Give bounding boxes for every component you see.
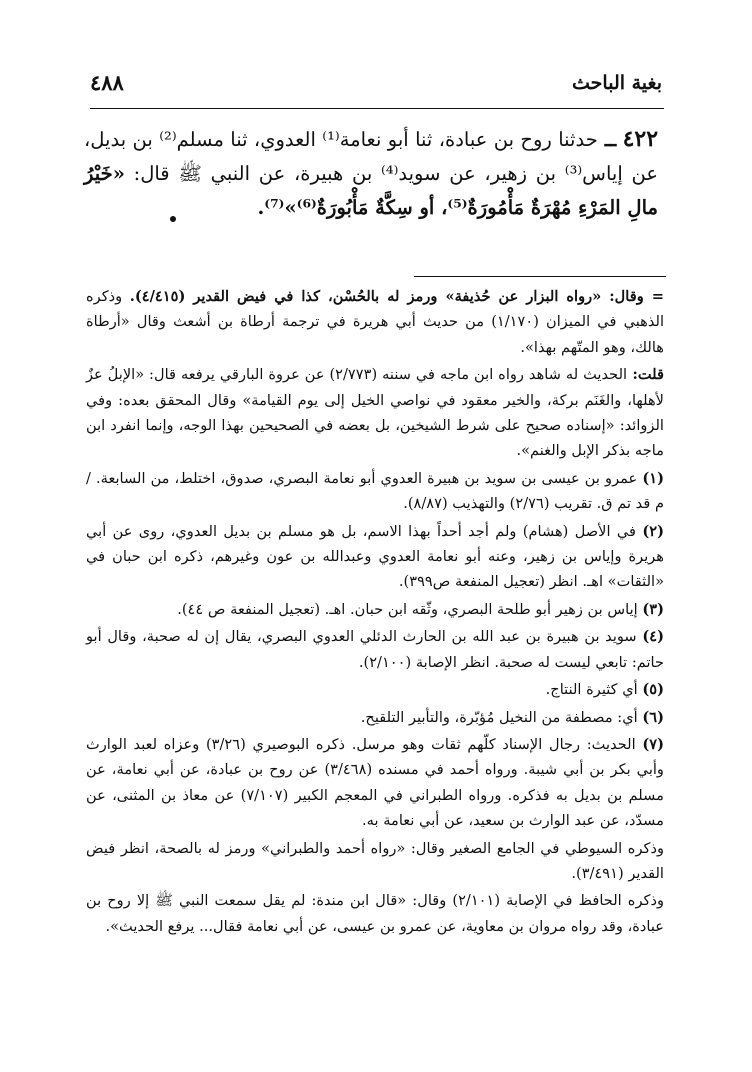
footnote-number: (١): [642, 469, 664, 487]
footnote-text: أي: مصطفة من النخيل مُؤبّرة، والتأبير التلقيح.: [360, 708, 643, 726]
footnote-2: [86, 519, 664, 595]
footnote-note: [86, 362, 664, 464]
footnote-5: [86, 677, 664, 702]
hadith-matn: «خَيْرُ مالِ المَرْءِ مُهْرَةٌ مَأْمُورَةٌ⁽⁵⁾، أو سِكَّةٌ مَأْبُورَةٌ⁽⁶⁾»⁽⁷⁾.: [84, 162, 658, 219]
footnote-text: أي كثيرة النتاج.: [545, 681, 643, 699]
footnote-continuation: [86, 284, 664, 360]
footnote-number: (٧): [642, 735, 664, 753]
hadith-number: ٤٢٢: [622, 126, 659, 152]
footnote-text: سويد بن هبيرة بن عبد الله بن الحارث الدئلي العدوي البصري، يقال إن له صحبة، وقال أبو حاتم: تابعي ليست له صحبة. انظر الإصابة (٢/١٠٠).: [86, 628, 664, 671]
running-head: [90, 68, 662, 108]
header-rule: [90, 108, 664, 109]
footnote-4: [86, 624, 664, 675]
hadith-isnad: حدثنا روح بن عبادة، ثنا أبو نعامة⁽¹⁾ العدوي، ثنا مسلم⁽²⁾ بن بديل، عن إياس⁽³⁾ بن زهير، عن سويد⁽⁴⁾ بن هبيرة، عن النبي ﷺ قال:: [84, 128, 658, 185]
hadith-dash: ــ: [597, 128, 617, 151]
footnote-text: عمرو بن عيسى بن سويد بن هبيرة العدوي أبو نعامة البصري، صدوق، اختلط، من السابعة. /م قد تم ق. تقريب (٢/٧٦) والتهذيب (٨/٨٧).: [86, 469, 664, 513]
footnote-6: [86, 705, 664, 730]
footnote-text: الحديث: رجال الإسناد كلّهم ثقات وهو مرسل. ذكره البوصيري (٣/٢٦) وعزاه لعبد الوارث وأبي بكر بن أبي شيبة. ورواه أحمد في مسنده (٣/٤٦٨) عن روح بن عبادة، عن أبي نعامة، عن مسلم بن بديل به فذكره. ورواه الطبراني في المعجم الكبير (٧/١٠٧) عن معاذ بن المثنى، عن مسدّد، عن عبد الوارث بن سعيد، عن أبي نعامة به.: [86, 735, 664, 830]
footnote-number: (٣): [642, 600, 664, 618]
footnote-text: إياس بن زهير أبو طلحة البصري، وثّقه ابن حبان. اهـ. (تعجيل المنفعة ص ٤٤).: [177, 600, 643, 618]
footnote-7-cont-hafiz: [86, 888, 664, 939]
footnote-rule: [414, 276, 666, 277]
footnote-number: (٥): [642, 681, 664, 699]
footnote-7: [86, 732, 664, 834]
margin-dot: [170, 216, 176, 222]
footnote-1: [86, 466, 664, 517]
footnote-text: في الأصل (هشام) ولم أجد أحداً بهذا الاسم، بل هو مسلم بن بديل العدوي، روى عن أبي هريرة وإياس بن زهير، وعنه أبو نعامة العدوي وعبدالله بن عون وغيرهم، ذكره ابن حبان في «الثقات» اهـ. انظر (تعجيل المنفعة ص٣٩٩).: [86, 522, 664, 591]
footnote-number: (٢): [642, 522, 664, 540]
book-title: بغية الباحث: [572, 72, 662, 94]
footnote-text: وذكره الحافظ في الإصابة (٢/١٠١) وقال: «قال ابن مندة: لم يقل سمعت النبي ﷺ إلا روح بن عبادة، وقد رواه مروان بن معاوية، عن عمرو بن عيسى، عن أبي نعامة فقال... يرفع الحديث».: [86, 892, 664, 935]
footnote-number: (٤): [642, 628, 664, 646]
footnote-text: وذكره الذهبي في الميزان (١/١٧٠) من حديث أبي هريرة في ترجمة أرطاة بن أشعث وقال «أرطاة هالك، وهو المتّهم بهذا».: [86, 288, 665, 356]
footnote-text: الحديث له شاهد رواه ابن ماجه في سننه (٢/٧٧٣) عن عروة البارقي يرفعه قال: «الإبلُ عزٌ لأهلها، والغَنَم بركة، والخير معقود في نواصي الخيل إلى يوم القيامة» وقال المحقق بعده: وفي الزوائد: «إسناده صحيح على شرط الشيخين، بل بعضه في الصحيحين بهذا الوجه، وإنما انفرد ابن ماجه بذكر الإبل والغنم».: [86, 366, 664, 460]
footnote-number: (٦): [642, 708, 664, 726]
footnote-7-cont-suyuti: [86, 836, 664, 887]
footnote-lead: قلت:: [627, 366, 664, 384]
hadith-text: [84, 122, 658, 225]
footnote-text: وذكره السيوطي في الجامع الصغير وقال: «رواه أحمد والطبراني» ورمز له بالصحة، انظر فيض القدير (٣/٤٩١).: [86, 839, 664, 882]
footnotes: [86, 284, 664, 939]
page-number: ٤٨٨: [90, 70, 124, 95]
footnote-lead: = وقال: «رواه البزار عن حُذيفة» ورمز له بالحُسْن، كذا في فيض القدير (٤/٤١٥).: [129, 288, 664, 305]
footnote-3: [86, 597, 664, 622]
